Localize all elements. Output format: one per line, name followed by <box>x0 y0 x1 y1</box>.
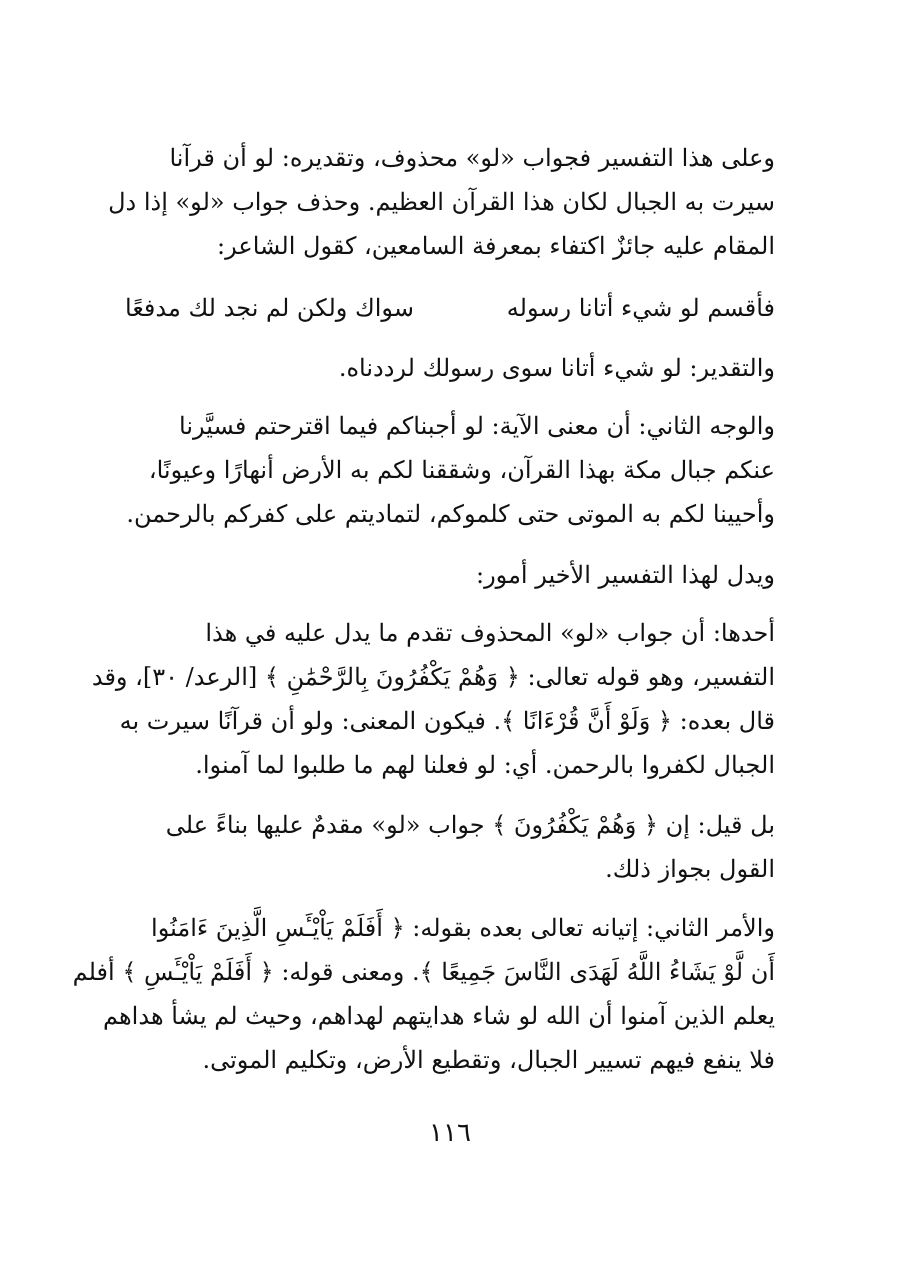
paragraph-1 <box>108 136 775 268</box>
text-line: وأحيينا لكم به الموتى حتى كلموكم، لتماديتم على كفركم بالرحمن. <box>126 500 775 528</box>
text-line: ويدل لهذا التفسير الأخير أمور: <box>476 561 775 589</box>
paragraph-6 <box>125 803 775 891</box>
text-line: والأمر الثاني: إتيانه تعالى بعده بقوله: ﴿ أَفَلَمْ يَاْيْـَٔسِ الَّذِينَ ءَامَنُوا <box>151 914 775 942</box>
text-line: الجبال لكفروا بالرحمن. أي: لو فعلنا لهم ما طلبوا لما آمنوا. <box>195 751 775 779</box>
page-number: ١١٦ <box>429 1118 471 1148</box>
verse-first-hemistich: فأقسم لو شيء أتانا رسوله <box>506 294 775 322</box>
text-line: وعلى هذا التفسير فجواب «لو» محذوف، وتقديره: لو أن قرآنا <box>169 144 775 172</box>
text-line: يعلم الذين آمنوا أن الله لو شاء هدايتهم لهداهم، وحيث لم يشأ هداهم <box>103 1002 775 1030</box>
paragraph-4 <box>125 553 775 597</box>
paragraph-2 <box>125 346 775 390</box>
paragraph-7 <box>72 906 775 1082</box>
text-line: أحدها: أن جواب «لو» المحذوف تقدم ما يدل عليه في هذا <box>205 619 775 647</box>
text-line: قال بعده: ﴿ وَلَوْ أَنَّ قُرْءَانًا ﴾. فيكون المعنى: ولو أن قرآنًا سيرت به <box>119 707 775 735</box>
text-line: أَن لَّوْ يَشَاءُ اللَّهُ لَهَدَى النَّاسَ جَمِيعًا ﴾. ومعنى قوله: ﴿ أَفَلَمْ يَاْيْـَٔسِ ﴾ أفلم <box>72 958 775 986</box>
paragraph-3 <box>125 404 775 536</box>
text-line: والتقدير: لو شيء أتانا سوى رسولك لرددناه. <box>338 354 775 382</box>
text-line: سيرت به الجبال لكان هذا القرآن العظيم. وحذف جواب «لو» إذا دل <box>108 188 775 216</box>
text-line: بل قيل: إن ﴿ وَهُمْ يَكْفُرُونَ ﴾ جواب «لو» مقدمٌ عليها بناءً على <box>165 811 775 839</box>
text-line: القول بجواز ذلك. <box>605 855 775 883</box>
verse-second-hemistich: سواك ولكن لم نجد لك مدفعًا <box>125 294 414 322</box>
text-line: عنكم جبال مكة بهذا القرآن، وشققنا لكم به الأرض أنهارًا وعيونًا، <box>148 456 775 484</box>
text-line: فلا ينفع فيهم تسيير الجبال، وتقطيع الأرض، وتكليم الموتى. <box>202 1046 775 1074</box>
paragraph-5 <box>91 611 775 787</box>
text-line: التفسير، وهو قوله تعالى: ﴿ وَهُمْ يَكْفُرُونَ بِالرَّحْمَٰنِ ﴾ [الرعد/ ٣٠]، وقد <box>91 663 775 691</box>
text-line: المقام عليه جائزٌ اكتفاء بمعرفة السامعين، كقول الشاعر: <box>217 232 775 260</box>
text-line: والوجه الثاني: أن معنى الآية: لو أجبناكم فيما اقترحتم فسيَّرنا <box>179 412 775 440</box>
